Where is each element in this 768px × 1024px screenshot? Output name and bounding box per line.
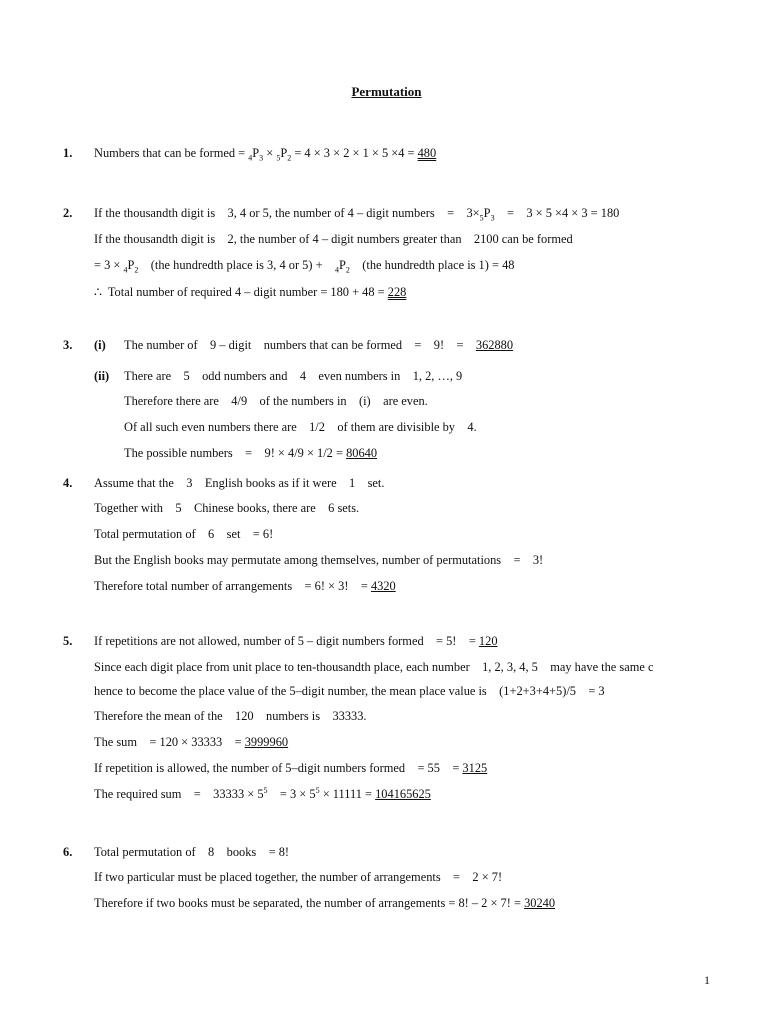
question-number-1: 1. (63, 146, 73, 160)
q3-ii-line-2: Therefore there are 4/9 of the numbers in (i) are even. (124, 394, 428, 408)
q6-line-2: If two particular must be placed together, the number of arrangements = 2 × 7! (94, 870, 503, 884)
q3-ii-answer: 80640 (346, 446, 378, 460)
q3-part-ii-label: (ii) (94, 369, 110, 383)
q1-answer: 480 (417, 146, 437, 160)
q5-answer-2: 3999960 (244, 735, 289, 749)
q1-line: Numbers that can be formed = $_4P_3 \times _5P_2 = 4 \times 3 \times 2 \times 1 \times 5 \times 4 = 480$ (94, 146, 437, 163)
q5-line-1: If repetitions are not allowed, number of 5 – digit numbers formed = 5! = 120 (94, 634, 498, 648)
q5-line-5: The sum = 120 × 33333 = 3999960 (94, 735, 289, 749)
q3-i-answer: 362880 (475, 338, 514, 352)
question-number-6: 6. (63, 845, 73, 859)
q5-answer-3: 3125 (462, 761, 488, 775)
question-number-5: 5. (63, 634, 73, 648)
q6-line-3: Therefore if two books must be separated, the number of arrangements = 8! – 2 × 7! = 30240 (94, 896, 556, 910)
q2-line-1: If the thousandth digit is 3, 4 or 5, the number of 4 – digit numbers = $3\times_5P_3$ = 3 × 5 ×4 × 3 = 180 (94, 206, 620, 223)
question-number-2: 2. (63, 206, 73, 220)
q4-line-2: Together with 5 Chinese books, there are 6 sets. (94, 501, 360, 515)
q4-line-4: But the English books may permutate among themselves, number of permutations = 3! (94, 553, 544, 567)
q4-line-5: Therefore total number of arrangements = 6! × 3! = 4320 (94, 579, 396, 593)
q3-ii-line-3: Of all such even numbers there are 1/2 of them are divisible by 4. (124, 420, 477, 434)
q4-line-1: Assume that the 3 English books as if it were 1 set. (94, 476, 385, 490)
q6-answer: 30240 (524, 896, 556, 910)
q5-line-4: Therefore the mean of the 120 numbers is 33333. (94, 709, 367, 723)
q5-answer-1: 120 (478, 634, 498, 648)
q5-line-6: If repetition is allowed, the number of 5–digit numbers formed = 55 = 3125 (94, 761, 488, 775)
q3-part-i-label: (i) (94, 338, 106, 352)
q4-line-3: Total permutation of 6 set = 6! (94, 527, 274, 541)
q2-answer: 228 (387, 285, 407, 299)
q5-answer-4: 104165625 (375, 787, 431, 801)
question-number-3: 3. (63, 338, 73, 352)
q5-line-2: Since each digit place from unit place to ten-thousandth place, each number 1, 2, 3, 4, 5 may have the same c (94, 660, 654, 674)
q2-line-4: ∴ Total number of required 4 – digit number = 180 + 48 = 228 (94, 285, 407, 299)
page-number: 1 (704, 973, 710, 987)
q6-line-1: Total permutation of 8 books = 8! (94, 845, 290, 859)
q3-ii-line-4: The possible numbers = 9! × 4/9 × 1/2 = 80640 (124, 446, 378, 460)
q3-part-i-line: The number of 9 – digit numbers that can be formed = 9! = 362880 (124, 338, 514, 352)
q5-line-3: hence to become the place value of the 5–digit number, the mean place value is (1+2+3+4+5)/5 = 3 (94, 684, 605, 698)
q2-line-3: = $3 \times _4P_2$ (the hundredth place is 3, 4 or 5) + $_4P_2$ (the hundredth place is 1) = 48 (94, 258, 515, 275)
q4-answer: 4320 (370, 579, 396, 593)
q2-line-2: If the thousandth digit is 2, the number of 4 – digit numbers greater than 2100 can be formed (94, 232, 573, 246)
page-title: Permutation (351, 84, 422, 99)
question-number-4: 4. (63, 476, 73, 490)
q5-line-7: The required sum = $33333 \times 5^5$ = $3 \times 5^5 \times 11111 = 104165625$ (94, 785, 431, 801)
q3-ii-line-1: There are 5 odd numbers and 4 even numbers in 1, 2, …, 9 (124, 369, 463, 383)
